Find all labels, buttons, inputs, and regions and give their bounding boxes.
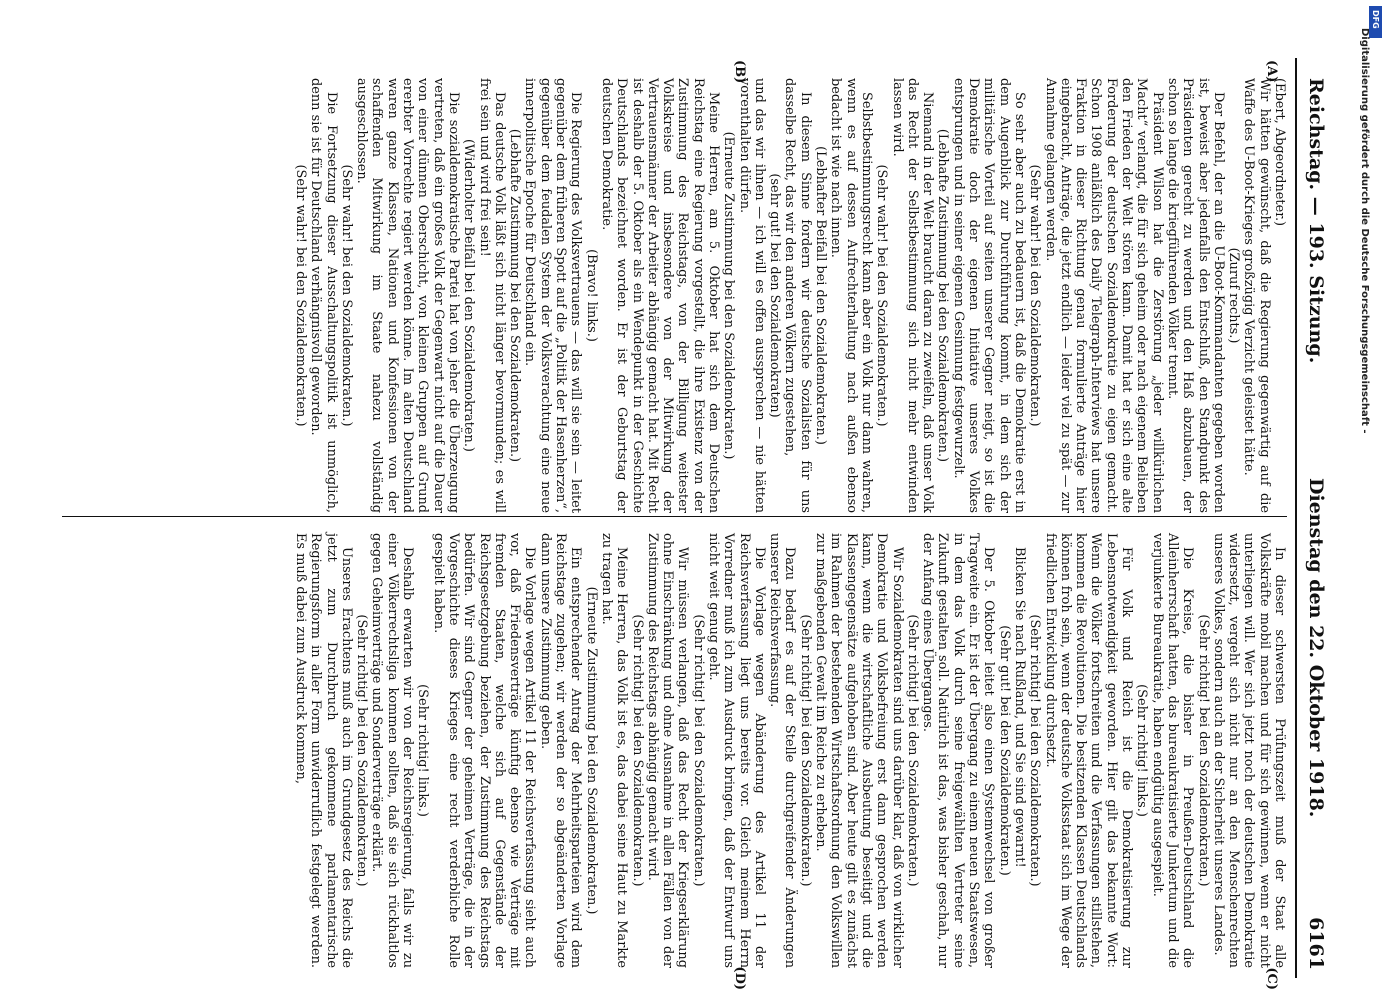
right-paragraph: (Sehr richtig! bei den Sozialdemokraten.) (690, 614, 706, 887)
right-paragraph: Deshalb erwarten wir von der Reichsregierung, falls wir zu einer Völkerrechtsliga kommen sollten, daß sie sich rückhaltlos gegen Geheimverträge und Sonderverträge erklärt. (369, 533, 416, 968)
right-paragraph: Wir müssen verlangen, daß das Recht der Kriegserklärung ohne Einschränkung und ohne Ausnahme in allen Fällen von der Zustimmung des Reichstags abhängig gemacht wird. (644, 533, 691, 968)
left-paragraph: (sehr gut! bei den Sozialdemokraten) (767, 173, 783, 418)
right-paragraph: (Sehr richtig! bei den Sozialdemokraten.) (904, 614, 920, 887)
margin-mark-d: (D) (732, 966, 747, 990)
dfg-logo (1369, 6, 1382, 38)
left-paragraph: So sehr aber auch zu bedauern ist, daß die Demokratie erst in dem Augenblick zur Durchführung kommt, in dem sich der militärische Vorteil auf seiten unserer Gegner neigt, so ist die Demokratie doch der eigenen Initiative unseres Volkes entsprungen und in seiner eigenen Gesinnung festgewurzelt. (950, 78, 1027, 513)
right-paragraph: (Erneute Zustimmung bei den Sozialdemokraten.) (583, 586, 599, 915)
right-paragraph: (Sehr richtig! links.) (415, 684, 431, 817)
left-paragraph: Die Regierung des Volksvertrauens — das will sie sein — leitet gegenüber dem früheren Spott auf die „Politik der Hasenherzen“, gegenüber dem feudalen System der Volksverachtung eine neue innerpolitische Epoche für Deutschland ein. (522, 78, 584, 513)
right-column (62, 533, 1287, 990)
left-paragraph: Der Befehl, der an die U-Boot-Kommandanten gegeben worden ist, beweist aber jedenfalls den Entschluß, den Standpunkt des Präsidenten gerecht zu werden und den Haß abzubauen, der schon so lange die kriegführenden Völker trennt. (1164, 78, 1226, 513)
left-paragraph: (Lebhafte Zustimmung bei den Sozialdemokraten.) (507, 128, 523, 463)
dfg-logo-text: DFG (1371, 10, 1380, 29)
right-paragraph: (Sehr gut! bei den Sozialdemokraten.) (996, 625, 1012, 876)
left-paragraph: Wir hätten gewünscht, daß die Regierung gegenwärtig auf die Waffe des U-Boot-Krieges großzügig Verzicht geleistet hätte. (1241, 78, 1272, 513)
left-paragraph: (Widerholter Beifall bei den Sozialdemokraten.) (461, 139, 477, 452)
header-page-number: 6161 (1305, 917, 1327, 970)
right-paragraph: Dazu bedarf es auf der Stelle durchgreifender Änderungen unserer Reichsverfassung. (767, 533, 798, 968)
margin-mark-c: (C) (1264, 967, 1279, 990)
right-paragraph: (Sehr richtig! bei den Sozialdemokraten.) (1027, 614, 1043, 887)
right-paragraph: Blicken Sie nach Rußland, und Sie sind gewarnt! (1011, 547, 1027, 868)
left-paragraph: und das wir ihnen — ich will es offen aussprechen — nie hätten vorenthalten dürfen. (736, 78, 767, 513)
right-paragraph: Wir Sozialdemokraten sind uns darüber klar, daß von wirklicher Demokratie und Volksbefreiung erst dann gesprochen werden kann, wenn die wirtschaftliche Ausbeutung beseitigt und die Klassengegensätze aufgehoben sind. Aber heute gilt es zunächst im Rahmen der bestehenden Wirtschaftsordnung den Volkswillen zur maßgebenden Gewalt im Reiche zu erheben. (813, 533, 905, 968)
right-paragraph: Für Volk und Reich ist die Demokratisierung zur Lebensnotwendigkeit geworden. Hier gilt das bekannte Wort: Wenn die Völker fortschreiten und die Verfassungen stillstehen, kommen die Revolutionen. Die besitzenden Klassen Deutschlands können froh sein, wenn der deutsche Volksstaat sich im Wege der friedlichen Entwicklung durchsetzt. (1042, 533, 1135, 968)
left-column (62, 60, 1287, 513)
rotated-page (56, 58, 1331, 990)
left-paragraph: (Ebert, Abgeordneter.) (1272, 78, 1287, 227)
left-paragraph: (Sehr wahr! bei den Sozialdemokraten.) (874, 164, 890, 427)
left-paragraph: (Zuruf rechts.) (1226, 247, 1242, 344)
left-paragraph: Meine Herren, am 5. Oktober hat sich dem Deutschen Reichstag eine Regierung vorgestellt, die ihre Existenz von der Zustimmung des Reichstags, von der Billigung weitester Volkskreise und insbesondere von der Mitwirkung der Vertrauensmänner der Arbeiter abhängig gemacht hat. Mit Recht ist deshalb der 5. Oktober als ein Wendepunkt in der Geschichte Deutschlands bezeichnet worden. Er ist der Geburtstag der deutschen Demokratie. (598, 78, 722, 513)
left-paragraph: (Lebhafter Beifall bei den Sozialdemokraten.) (813, 146, 829, 445)
right-paragraph: Die Vorlage wegen Abänderung des Artikel 11 der Reichsverfassung liegt uns bereits vor. Gleich meinem Herrn Vorredner muß ich zum Ausdruck bringen, daß der Entwurf uns nicht weit genug geht. (706, 533, 767, 968)
left-paragraph: (Sehr wahr! bei den Sozialdemokraten.) (338, 164, 354, 427)
left-paragraph: Das deutsche Volk läßt sich nicht länger bevormunden; es will frei sein und wird frei sein! (476, 78, 507, 513)
left-paragraph: (Sehr wahr! bei den Sozialdemokraten.) (1027, 164, 1043, 427)
margin-mark-b: (B) (732, 60, 747, 84)
left-paragraph: Selbstbestimmungsrecht kann aber ein Volk nur dann wahren, wenn es auf dessen Aufrechterhaltung nach außen ebenso bedacht ist wie nach innen. (828, 78, 874, 513)
left-paragraph: (Lebhafte Zustimmung bei den Sozialdemokraten.) (935, 128, 951, 463)
right-paragraph: Die Kreise, die bisher in Preußen-Deutschland die Alleinherrschaft hatten, das bureaukratisierte Junkertum und die verjunkerte Bureaukratie, haben endgültig ausgespielt. (1149, 533, 1196, 968)
right-paragraph: (Sehr richtig! bei den Sozialdemokraten.) (354, 614, 370, 887)
right-paragraph: (Sehr richtig! bei den Sozialdemokraten.) (629, 614, 645, 887)
column-divider (62, 516, 1287, 517)
margin-mark-a: (A) (1264, 60, 1279, 83)
left-paragraph: Präsident Wilson hat die Zerstörung „jeder willkürlichen Macht“ verlangt, die für sich geheim oder nach eigenem Belieben den Frieden der Welt stören kann. Damit hat er sich eine alte Forderung der deutschen Sozialdemokratie zu eigen gemacht. Schon 1908 anläßlich des Daily Telegraph-Interviews hat unsere Fraktion in dieser Richtung genau formulierte Anträge hier eingebracht, Anträge, die jetzt endlich — leider viel zu spät — zur Annahme gelangen werden. (1042, 78, 1165, 513)
digitization-credit: Digitalisierung gefördert durch die Deutsche Forschungsgemeinschaft - (1359, 28, 1370, 434)
right-paragraph: Meine Herren, das Volk ist es, das dabei seine Haut zu Markte zu tragen hat. (598, 533, 630, 968)
left-paragraph: (Sehr wahr! bei den Sozialdemokraten.) (293, 164, 308, 427)
left-paragraph: Die sozialdemokratische Partei hat von jeher die Überzeugung vertreten, daß ein großes Volk der Gegenwart nicht auf die Dauer von einer dünnen Oberschicht, von kleinen Gruppen auf Grund ererbter Vorrechte regiert werden könne. Im alten Deutschland waren ganze Klassen, Nationen und Konfessionen von der schaffenden Mitwirkung im Staate nahezu vollständig ausgeschlossen. (354, 78, 461, 513)
header-session: Reichstag. — 193. Sitzung. (1305, 78, 1327, 364)
right-paragraph: Die Vorlage wegen Artikel 11 der Reichsverfassung sieht auch vor, daß Friedensverträge künftig ebenso wie Verträge mit fremden Staaten, welche sich auf Gegenstände der Reichsgesetzgebung beziehen, der Zustimmung des Reichstags bedürfen. Wir sind Gegner der geheimen Verträge, die in der Vorgeschichte dieses Krieges eine recht verderbliche Rolle gespielt haben. (430, 533, 538, 968)
left-paragraph: Niemand in der Welt braucht daran zu zweifeln, daß unser Volk das Recht der Selbstbestimmung sich nicht mehr entwinden lassen wird. (889, 78, 936, 513)
left-paragraph: (Erneute Zustimmung bei den Sozialdemokraten.) (721, 131, 737, 460)
right-paragraph: Ein entsprechender Antrag der Mehrheitsparteien wird dem Reichstage zugehen; wir werden der so abgeänderten Vorlage dann unsere Zustimmung geben. (537, 533, 584, 968)
right-paragraph: Der 5. Oktober leitet also einen Systemwechsel von großer Tragweite ein. Er ist der Übergang zu einem neuen Staatswesen, in dem das Volk durch seine freigewählten Vertreter seine Zukunft gestalten soll. Natürlich ist das, was bisher geschah, nur der Anfang eines Überganges. (920, 533, 997, 968)
left-paragraph: In diesem Sinne fordern wir deutsche Sozialisten für uns dasselbe Recht, das wir den anderen Völkern zugestehen, (782, 78, 813, 513)
right-paragraph: (Sehr richtig! bei den Sozialdemokraten.) (797, 614, 813, 887)
right-paragraph: In dieser schwersten Prüfungszeit muß der Staat alle Volkskräfte mobil machen und für sich gewinnen, wenn er nicht unterliegen will. Wer sich jetzt noch der deutschen Demokratie widersetzt, vergeht sich nicht nur an den Menschenrechten unseres Volkes, sondern auch an der Sicherheit unseres Landes. (1210, 533, 1287, 968)
header-date: Dienstag den 22. Oktober 1918. (1305, 478, 1327, 818)
page-header (1295, 58, 1331, 978)
left-paragraph: Die Fortsetzung dieser Ausschaltungspolitik ist unmöglich, denn sie ist für Deutschland verhängnisvoll geworden. (308, 78, 339, 513)
right-paragraph: Unseres Erachtens muß auch im Grundgesetz des Reichs die jetzt zum Durchbruch gekommene parlamentarische Regierungsform in aller Form unwiderruflich festgelegt werden. Es muß dabei zum Ausdruck kommen, (293, 533, 354, 968)
right-paragraph: (Sehr richtig! links.) (1134, 684, 1150, 817)
right-paragraph: (Sehr richtig! bei den Sozialdemokraten.) (1195, 614, 1211, 887)
left-paragraph: (Bravo! links.) (583, 249, 599, 342)
